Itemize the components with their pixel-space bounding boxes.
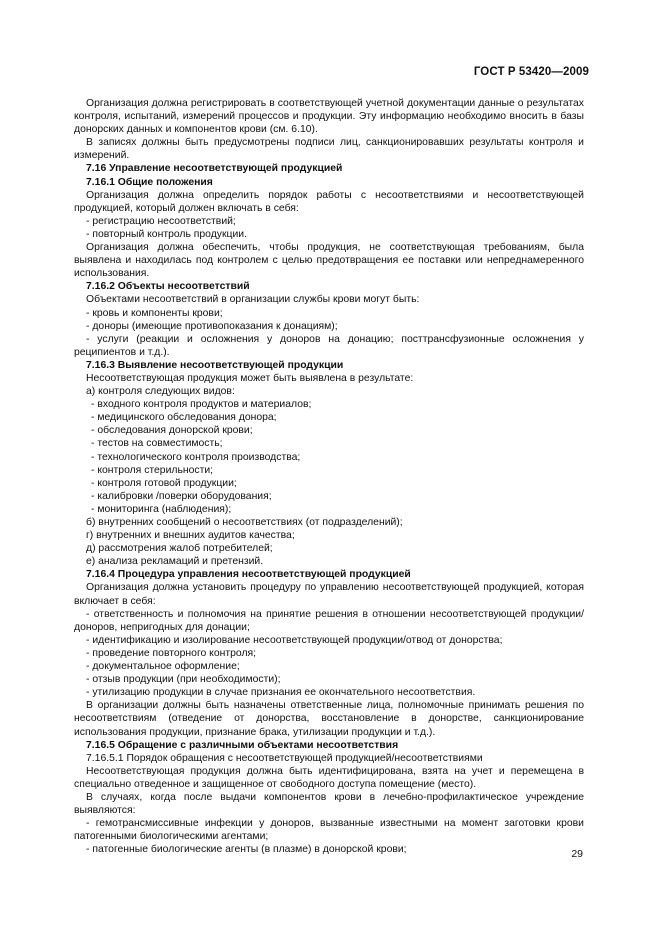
list-item: - доноры (имеющие противопоказания к донациям);: [86, 320, 338, 332]
section-heading: 7.16.4 Процедура управления несоответствующей продукцией: [86, 569, 411, 581]
list-item: 7.16.5.1 Порядок обращения с несоответствующей продукцией/несоответствиями: [86, 752, 483, 764]
document-header: ГОСТ Р 53420—2009: [473, 66, 589, 78]
list-item: - документальное оформление;: [86, 661, 240, 673]
sub-list-item: - обследования донорской крови;: [91, 425, 253, 437]
sub-list-item: - калибровки /поверки оборудования;: [91, 490, 272, 502]
body-paragraph: Организация должна определить порядок работы с несоответствиями и несоответствующей продукцией, который должен включать в себя:: [74, 189, 584, 214]
list-item: - ответственность и полномочия на принятие решения в отношении несоответствующей продукции/доноров, непригодных для донации;: [74, 608, 584, 633]
list-item: - гемотрансмиссивные инфекции у доноров, вызванные известными на момент заготовки крови патогенными биологическими агентами;: [74, 818, 584, 843]
sub-list-item: - тестов на совместимость;: [91, 438, 223, 450]
body-paragraph: В случаях, когда после выдачи компонентов крови в лечебно-профилактическое учреждение выявляются:: [74, 791, 584, 817]
list-item: е) анализа рекламаций и претензий.: [86, 556, 264, 568]
body-paragraph: Несоответствующая продукция может быть выявлена в результате:: [86, 372, 414, 384]
page-body: [74, 97, 584, 856]
list-item: - патогенные биологические агенты (в плазме) в донорской крови;: [86, 844, 407, 856]
section-heading: 7.16.5 Обращение с различными объектами несоответствия: [86, 739, 399, 751]
list-item: - идентификацию и изолирование несоответствующей продукции/отвод от донорства;: [86, 634, 503, 646]
list-item: - проведение повторного контроля;: [86, 647, 257, 659]
page-number: 29: [571, 848, 583, 860]
sub-list-item: - контроля стерильности;: [91, 464, 214, 476]
list-item: д) рассмотрения жалоб потребителей;: [86, 543, 273, 555]
body-paragraph: Организация должна обеспечить, чтобы продукция, не соответствующая требованиям, была выявлена и находилась под контролем с целью предотвращения ее поставки или непреднамеренного использования.: [74, 242, 584, 280]
sub-list-item: - технологического контроля производства;: [91, 451, 301, 463]
body-paragraph: В записях должны быть предусмотрены подписи лиц, санкционировавших результаты контроля и измерений.: [74, 137, 584, 162]
body-paragraph: Объектами несоответствий в организации службы крови могут быть:: [86, 294, 420, 306]
sub-list-item: - мониторинга (наблюдения);: [91, 503, 232, 515]
section-heading: 7.16 Управление несоответствующей продукцией: [86, 163, 343, 175]
list-item: - отзыв продукции (при необходимости);: [86, 674, 281, 686]
sub-list-item: - контроля готовой продукции;: [91, 477, 237, 489]
body-paragraph: Организация должна установить процедуру по управлению несоответствующей продукцией, которая включает в себя:: [74, 582, 584, 607]
list-item: - услуги (реакции и осложнения у доноров на донацию; посттрансфузионные осложнения у реципиентов и т.д.).: [74, 333, 584, 358]
body-paragraph: Организация должна регистрировать в соответствующей учетной документации данные о результатах контроля, испытаний, измерений процессов и продукции. Эту информацию необходимо вносить в базы донорских данных и компонентов крови (см. 6.10).: [74, 98, 584, 136]
body-paragraph: В организации должны быть назначены ответственные лица, полномочные принимать решения по несоответствиям (отведение от донорства, восстановление в донорстве, санкционирование использования продукции, признание брака, утилизации продукции и т.д.).: [74, 700, 584, 738]
section-heading: 7.16.1 Общие положения: [86, 176, 213, 188]
section-heading: 7.16.2 Объекты несоответствий: [86, 281, 250, 293]
list-item: - регистрацию несоответствий;: [86, 215, 236, 227]
section-heading: 7.16.3 Выявление несоответствующей продукции: [86, 359, 344, 371]
list-item: а) контроля следующих видов:: [86, 386, 235, 398]
list-item: б) внутренних сообщений о несоответствиях (от подразделений);: [86, 517, 403, 528]
list-item: - кровь и компоненты крови;: [86, 307, 223, 319]
list-item: г) внутренних и внешних аудитов качества;: [86, 530, 295, 542]
list-item: - повторный контроль продукции.: [86, 228, 247, 240]
sub-list-item: - входного контроля продуктов и материалов;: [91, 399, 312, 411]
list-item: - утилизацию продукции в случае признания ее окончательного несоответствия.: [86, 687, 476, 699]
body-paragraph: Несоответствующая продукция должна быть идентифицирована, взята на учет и перемещена в специально отведенное и защищенное от свободного доступа помещение (место).: [74, 765, 584, 790]
sub-list-item: - медицинского обследования донора;: [91, 412, 277, 424]
